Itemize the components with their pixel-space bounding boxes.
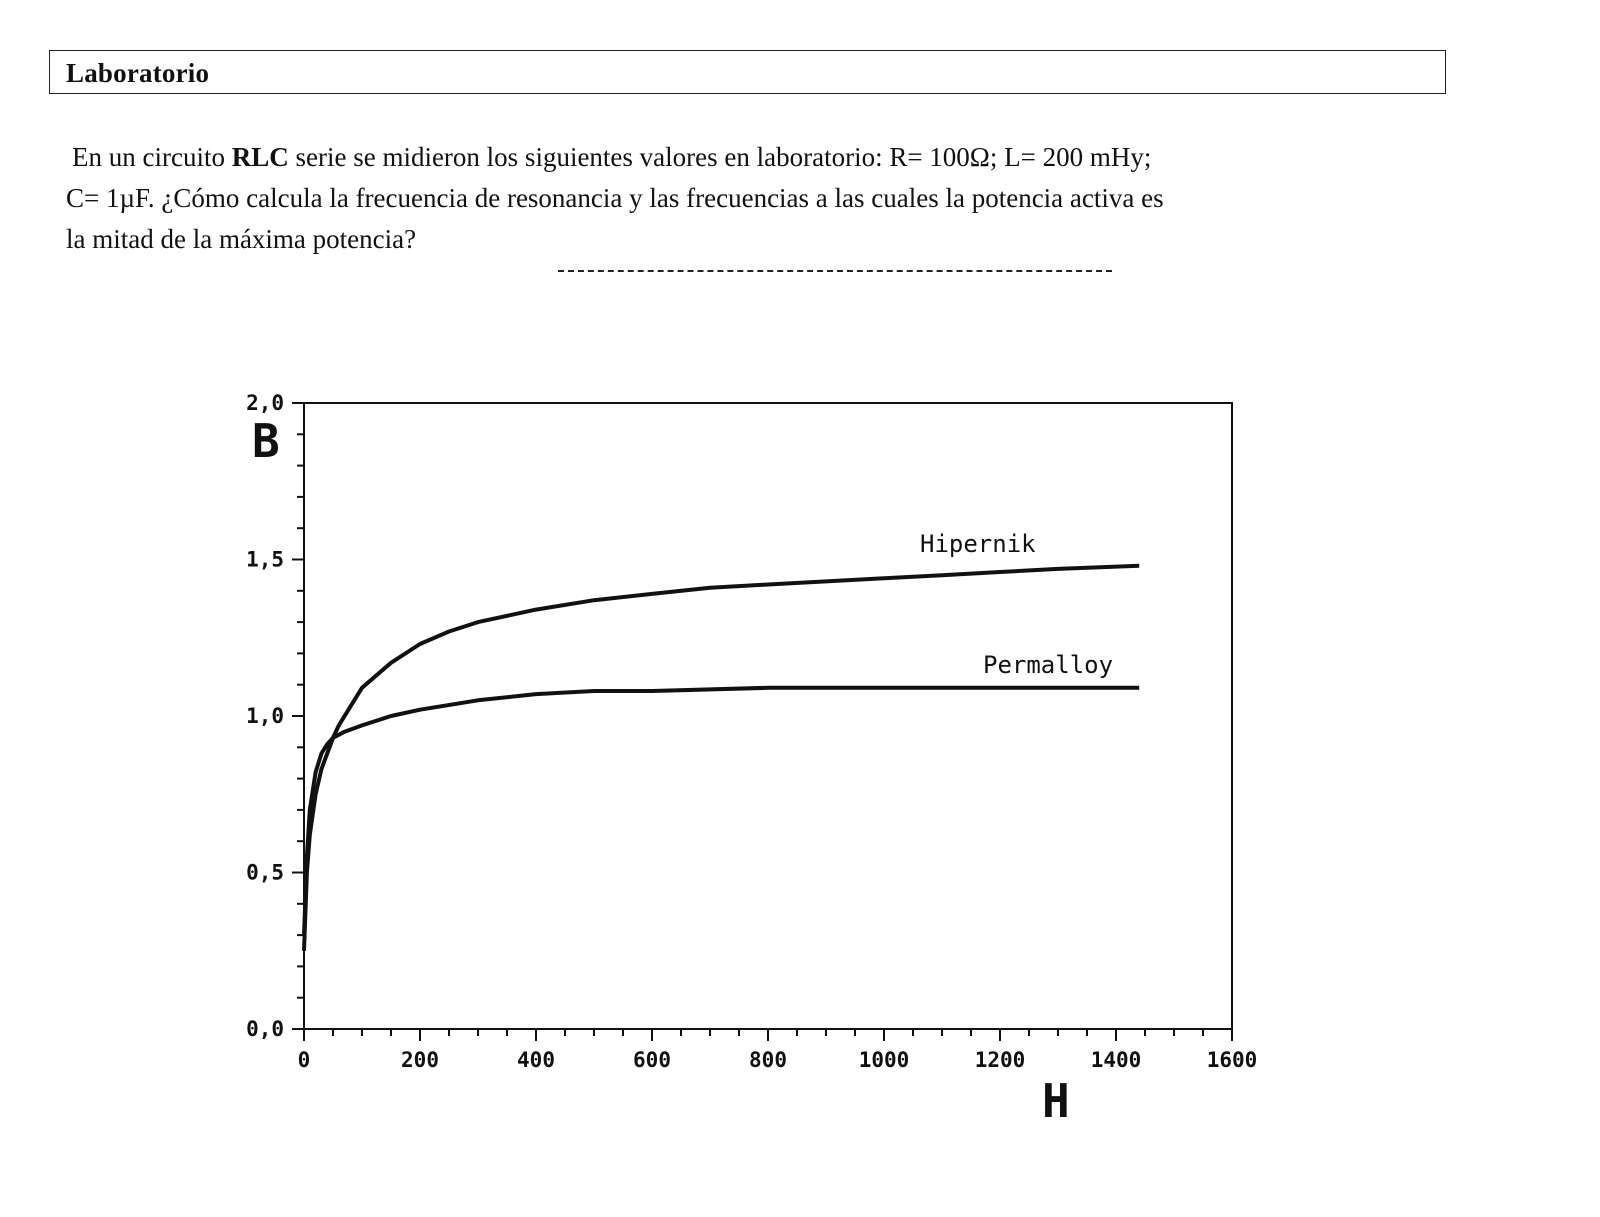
problem-line-1-end: serie se midieron los siguientes valores en laboratorio: R= 100Ω; L= 200 mHy; <box>288 142 1152 172</box>
x-tick-label: 0 <box>297 1048 311 1072</box>
x-tick-label: 200 <box>401 1048 439 1072</box>
x-tick-label: 600 <box>633 1048 671 1072</box>
x-tick-label: 400 <box>517 1048 555 1072</box>
x-axis-label: H <box>1042 1074 1070 1128</box>
problem-line-2: C= 1µF. ¿Cómo calcula la frecuencia de resonancia y las frecuencias a las cuales la potencia activa es <box>66 183 1164 213</box>
y-tick-label: 2,0 <box>246 391 284 415</box>
problem-line-1-bold: RLC <box>231 142 289 172</box>
problem-line-1-start: En un circuito <box>72 142 232 172</box>
series-label-hipernik: Hipernik <box>920 530 1036 558</box>
series-line-hipernik <box>304 566 1139 951</box>
plot-frame <box>304 403 1232 1029</box>
y-tick-label: 1,5 <box>246 547 284 572</box>
x-tick-label: 800 <box>749 1048 787 1072</box>
section-title: Laboratorio <box>66 58 210 88</box>
y-axis-label: B <box>252 414 280 468</box>
x-tick-label: 1600 <box>1206 1048 1258 1072</box>
y-tick-label: 0,0 <box>246 1017 284 1041</box>
y-tick-label: 0,5 <box>246 860 284 885</box>
y-tick-label: 1,0 <box>246 704 284 728</box>
series-label-permalloy: Permalloy <box>983 651 1114 679</box>
problem-line-3: la mitad de la máxima potencia? <box>66 224 417 254</box>
x-tick-label: 1400 <box>1090 1048 1142 1072</box>
series-line-permalloy <box>304 688 1139 935</box>
x-tick-label: 1200 <box>974 1048 1026 1072</box>
x-tick-label: 1000 <box>858 1048 910 1072</box>
